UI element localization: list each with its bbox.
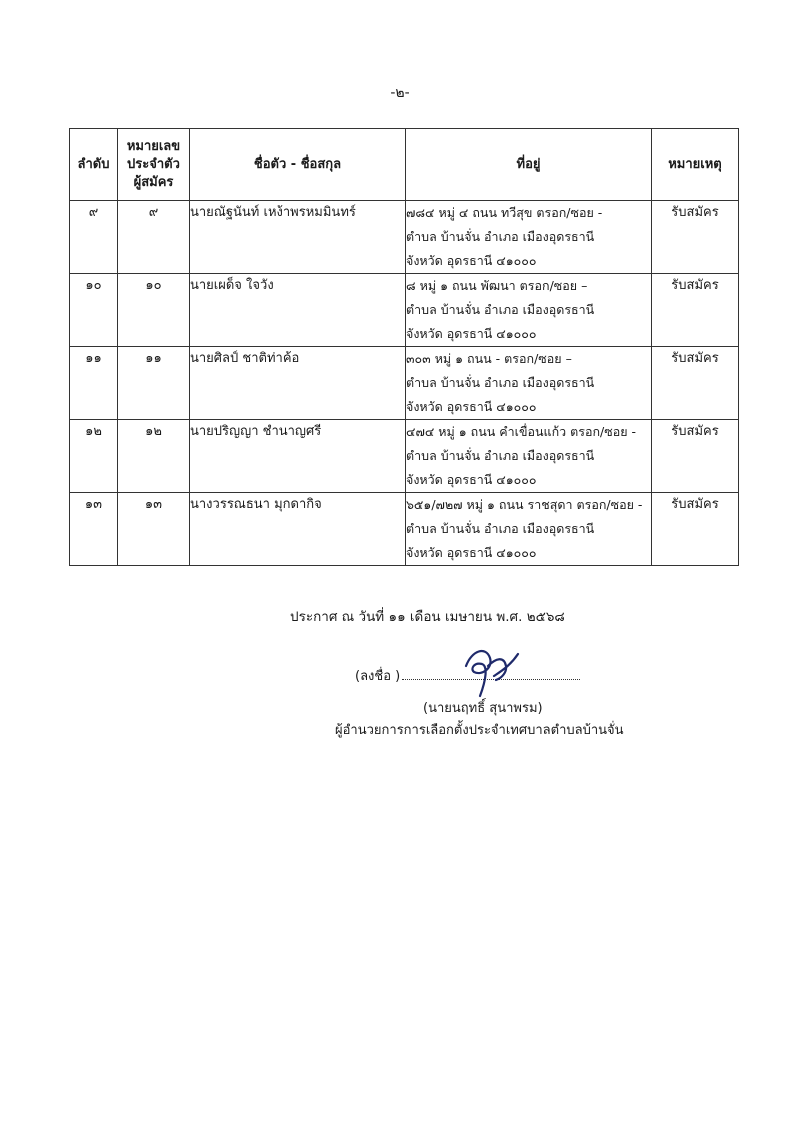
table-row — [70, 201, 739, 274]
cell-name: นายเผด็จ ใจวัง — [190, 274, 406, 347]
cell-address — [406, 420, 652, 493]
address-line: ตำบล บ้านจั่น อำเภอ เมืองอุดรธานี — [406, 229, 595, 244]
cell-candidate-number: ๙ — [118, 201, 190, 274]
cell-candidate-number: ๑๒ — [118, 420, 190, 493]
cell-note: รับสมัคร — [652, 347, 739, 420]
cell-note: รับสมัคร — [652, 274, 739, 347]
cell-candidate-number: ๑๑ — [118, 347, 190, 420]
table-row — [70, 274, 739, 347]
cell-name: นางวรรณธนา มุกดากิจ — [190, 493, 406, 566]
cell-note: รับสมัคร — [652, 201, 739, 274]
address-line: ตำบล บ้านจั่น อำเภอ เมืองอุดรธานี — [406, 375, 595, 390]
address-line: จังหวัด อุดรธานี ๔๑๐๐๐ — [406, 253, 537, 268]
cell-note: รับสมัคร — [652, 493, 739, 566]
cell-name: นายปริญญา ชำนาญศรี — [190, 420, 406, 493]
page-number: -๒- — [390, 85, 410, 101]
cell-address — [406, 274, 652, 347]
signer-title: ผู้อำนวยการการเลือกตั้งประจำเทศบาลตำบลบ้านจั่น — [335, 723, 624, 738]
header-number-line: ผู้สมัคร — [133, 174, 174, 190]
address-line: ตำบล บ้านจั่น อำเภอ เมืองอุดรธานี — [406, 448, 595, 463]
cell-order: ๑๐ — [70, 274, 118, 347]
sign-label: (ลงชื่อ ) — [355, 669, 401, 684]
table-row — [70, 493, 739, 566]
header-number-line: ประจำตัว — [127, 156, 180, 172]
header-address: ที่อยู่ — [406, 129, 652, 201]
table-header-row — [70, 129, 739, 201]
address-line: ตำบล บ้านจั่น อำเภอ เมืองอุดรธานี — [406, 521, 595, 536]
cell-candidate-number: ๑๐ — [118, 274, 190, 347]
table-row — [70, 420, 739, 493]
cell-order: ๑๒ — [70, 420, 118, 493]
candidates-table — [69, 128, 739, 566]
cell-order: ๑๓ — [70, 493, 118, 566]
address-line: ๔๗๔ หมู่ ๑ ถนน คำเขื่อนแก้ว ตรอก/ซอย - — [406, 424, 637, 439]
cell-order: ๑๑ — [70, 347, 118, 420]
cell-candidate-number: ๑๓ — [118, 493, 190, 566]
announcement-date: ประกาศ ณ วันที่ ๑๑ เดือน เมษายน พ.ศ. ๒๕๖๘ — [290, 609, 565, 625]
signer-name: (นายนฤทธิ์ สุนาพรม) — [423, 701, 543, 716]
header-number-line: หมายเลข — [126, 138, 181, 154]
header-order: ลำดับ — [70, 129, 118, 201]
cell-address — [406, 347, 652, 420]
address-line: ๘ หมู่ ๑ ถนน พัฒนา ตรอก/ซอย – — [406, 278, 588, 293]
cell-order: ๙ — [70, 201, 118, 274]
header-candidate-number — [118, 129, 190, 201]
address-line: จังหวัด อุดรธานี ๔๑๐๐๐ — [406, 545, 537, 560]
address-line: ๗๘๔ หมู่ ๔ ถนน ทวีสุข ตรอก/ซอย - — [406, 205, 603, 220]
cell-address — [406, 493, 652, 566]
cell-name: นายณัฐนันท์ เหง้าพรหมมินทร์ — [190, 201, 406, 274]
cell-address — [406, 201, 652, 274]
address-line: ๓๐๓ หมู่ ๑ ถนน - ตรอก/ซอย – — [406, 351, 572, 366]
address-line: จังหวัด อุดรธานี ๔๑๐๐๐ — [406, 472, 537, 487]
table-row — [70, 347, 739, 420]
header-note: หมายเหตุ — [652, 129, 739, 201]
cell-note: รับสมัคร — [652, 420, 739, 493]
header-name: ชื่อตัว - ชื่อสกุล — [190, 129, 406, 201]
address-line: ๖๕๑/๗๒๗ หมู่ ๑ ถนน ราชสุดา ตรอก/ซอย - — [406, 497, 643, 512]
address-line: จังหวัด อุดรธานี ๔๑๐๐๐ — [406, 326, 537, 341]
cell-name: นายศิลป์ ชาติท่าค้อ — [190, 347, 406, 420]
address-line: จังหวัด อุดรธานี ๔๑๐๐๐ — [406, 399, 537, 414]
address-line: ตำบล บ้านจั่น อำเภอ เมืองอุดรธานี — [406, 302, 595, 317]
